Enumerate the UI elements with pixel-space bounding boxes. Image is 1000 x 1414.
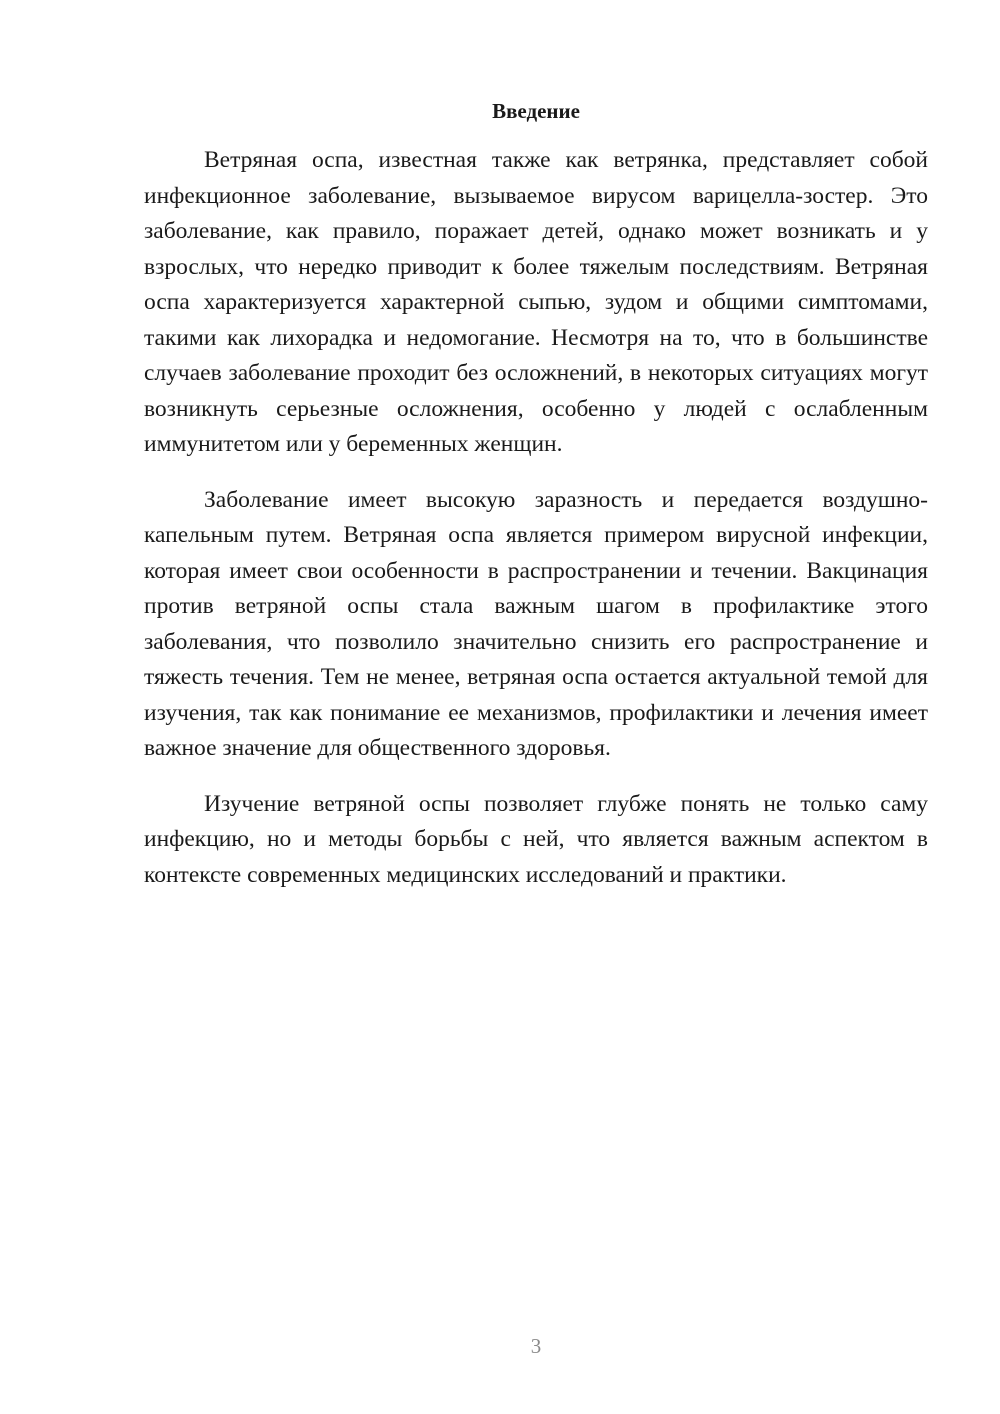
paragraph-2: Заболевание имеет высокую заразность и передается воздушно-капельным путем. Ветряная оспа является примером вирусной инфекции, которая имеет свои особенности в распространении и течении. Вакцинация против ветряной оспы стала важным шагом в профилактике этого заболевания, что позволило значительно снизить его распространение и тяжесть течения. Тем не менее, ветряная оспа остается актуальной темой для изучения, так как понимание ее механизмов, профилактики и лечения имеет важное значение для общественного здоровья. [144, 486, 928, 761]
page-number: 3 [530, 1334, 542, 1358]
section-title: Введение [492, 99, 580, 123]
body-text [144, 143, 928, 913]
paragraph-3: Изучение ветряной оспы позволяет глубже понять не только саму инфекцию, но и методы борьбы с ней, что является важным аспектом в контексте современных медицинских исследований и практики. [144, 790, 928, 888]
paragraph-1: Ветряная оспа, известная также как ветрянка, представляет собой инфекционное заболевание, вызываемое вирусом варицелла-зостер. Это заболевание, как правило, поражает детей, однако может возникать и у взрослых, что нередко приводит к более тяжелым последствиям. Ветряная оспа характеризуется характерной сыпью, зудом и общими симптомами, такими как лихорадка и недомогание. Несмотря на то, что в большинстве случаев заболевание проходит без осложнений, в некоторых ситуациях могут возникнуть серьезные осложнения, особенно у людей с ослабленным иммунитетом или у беременных женщин. [144, 147, 928, 457]
